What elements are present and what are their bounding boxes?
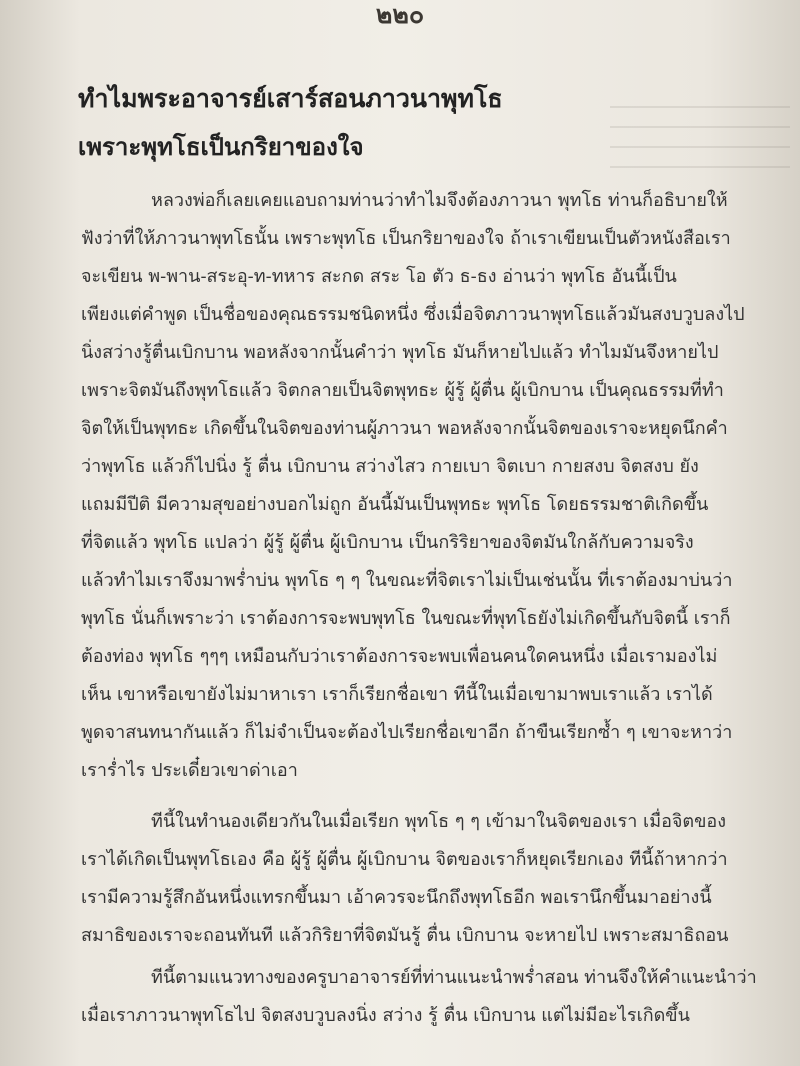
paragraph-line: ทีนี้ในทำนองเดียวกันในเมื่อเรียก พุทโธ ๆ ๆ เข้ามาในจิตของเรา เมื่อจิตของ (151, 811, 727, 832)
chapter-subtitle: เพราะพุทโธเป็นกริยาของใจ (78, 132, 364, 161)
chapter-title: ทำไมพระอาจารย์เสาร์สอนภาวนาพุทโธ (78, 84, 503, 113)
paragraph-line: เพราะจิตมันถึงพุทโธแล้ว จิตกลายเป็นจิตพุทธะ ผู้รู้ ผู้ตื่น ผู้เบิกบาน เป็นคุณธรรมที่ทำ (81, 380, 724, 401)
paragraph-line: นิ่งสว่างรู้ตื่นเบิกบาน พอหลังจากนั้นคำว่า พุทโธ มันก็หายไปแล้ว ทำไมมันจึงหายไป (81, 342, 719, 363)
paragraph-line: เห็น เขาหรือเขายังไม่มาหาเรา เราก็เรียกชื่อเขา ทีนี้ในเมื่อเขามาพบเราแล้ว เราได้ (81, 684, 713, 705)
paragraph-line: ว่าพุทโธ แล้วก็ไปนิ่ง รู้ ตื่น เบิกบาน สว่างไสว กายเบา จิตเบา กายสงบ จิตสงบ ยัง (81, 456, 699, 477)
paragraph-line: เพียงแต่คำพูด เป็นชื่อของคุณธรรมชนิดหนึ่ง ซึ่งเมื่อจิตภาวนาพุทโธแล้วมันสงบวูบลงไป (81, 304, 745, 325)
paragraph-line: พูดจาสนทนากันแล้ว ก็ไม่จำเป็นจะต้องไปเรียกชื่อเขาอีก ถ้าขืนเรียกซ้ำ ๆ เขาจะหาว่า (81, 722, 733, 743)
paragraph-line: พุทโธ นั่นก็เพราะว่า เราต้องการจะพบพุทโธ ในขณะที่พุทโธยังไม่เกิดขึ้นกับจิตนี้ เราก็ (81, 608, 731, 629)
paragraph-line: ที่จิตแล้ว พุทโธ แปลว่า ผู้รู้ ผู้ตื่น ผู้เบิกบาน เป็นกริริยาของจิตมันใกล้กับความจริง (81, 532, 694, 553)
paragraph-line: ทีนี้ตามแนวทางของครูบาอาจารย์ที่ท่านแนะนำพร่ำสอน ท่านจึงให้คำแนะนำว่า (151, 967, 757, 988)
paragraph-3 (81, 959, 786, 1035)
paragraph-2 (81, 803, 786, 955)
paragraph-line: แล้วทำไมเราจึงมาพร่ำบ่น พุทโธ ๆ ๆ ในขณะที่จิตเราไม่เป็นเช่นนั้น ที่เราต้องมาบ่นว่า (81, 570, 733, 591)
paragraph-line: เราร่ำไร ประเดี๋ยวเขาด่าเอา (81, 760, 298, 781)
paragraph-line: เราได้เกิดเป็นพุทโธเอง คือ ผู้รู้ ผู้ตื่น ผู้เบิกบาน จิตของเราก็หยุดเรียกเอง ทีนี้ถ้าหากว่า (81, 849, 728, 870)
paragraph-line: ฟังว่าที่ให้ภาวนาพุทโธนั้น เพราะพุทโธ เป็นกริยาของใจ ถ้าเราเขียนเป็นตัวหนังสือเรา (81, 228, 731, 249)
paragraph-line: ต้องท่อง พุทโธ ๆๆๆ เหมือนกับว่าเราต้องการจะพบเพื่อนคนใดคนหนึ่ง เมื่อเรามองไม่ (81, 646, 718, 667)
paragraph-line: เมื่อเราภาวนาพุทโธไป จิตสงบวูบลงนิ่ง สว่าง รู้ ตื่น เบิกบาน แต่ไม่มีอะไรเกิดขึ้น (81, 1005, 690, 1026)
paragraph-line: สมาธิของเราจะถอนทันที แล้วกิริยาที่จิตมันรู้ ตื่น เบิกบาน จะหายไป เพราะสมาธิถอน (81, 925, 729, 946)
paragraph-line: แถมมีปีติ มีความสุขอย่างบอกไม่ถูก อันนี้มันเป็นพุทธะ พุทโธ โดยธรรมชาติเกิดขึ้น (81, 494, 709, 515)
paragraph-line: หลวงพ่อก็เลยเคยแอบถามท่านว่าทำไมจึงต้องภาวนา พุทโธ ท่านก็อธิบายให้ (151, 190, 728, 211)
paragraph-line: จะเขียน พ-พาน-สระอุ-ท-ทหาร สะกด สระ โอ ตัว ธ-ธง อ่านว่า พุทโธ อันนี้เป็น (81, 266, 677, 287)
paragraph-1 (81, 182, 786, 790)
page-number: ๒๒๐ (375, 0, 425, 29)
paragraph-line: จิตให้เป็นพุทธะ เกิดขึ้นในจิตของท่านผู้ภาวนา พอหลังจากนั้นจิตของเราจะหยุดนึกคำ (81, 418, 728, 439)
paragraph-line: เรามีความรู้สึกอันหนึ่งแทรกขึ้นมา เอ้าควรจะนึกถึงพุทโธอีก พอเรานึกขึ้นมาอย่างนี้ (81, 887, 712, 908)
